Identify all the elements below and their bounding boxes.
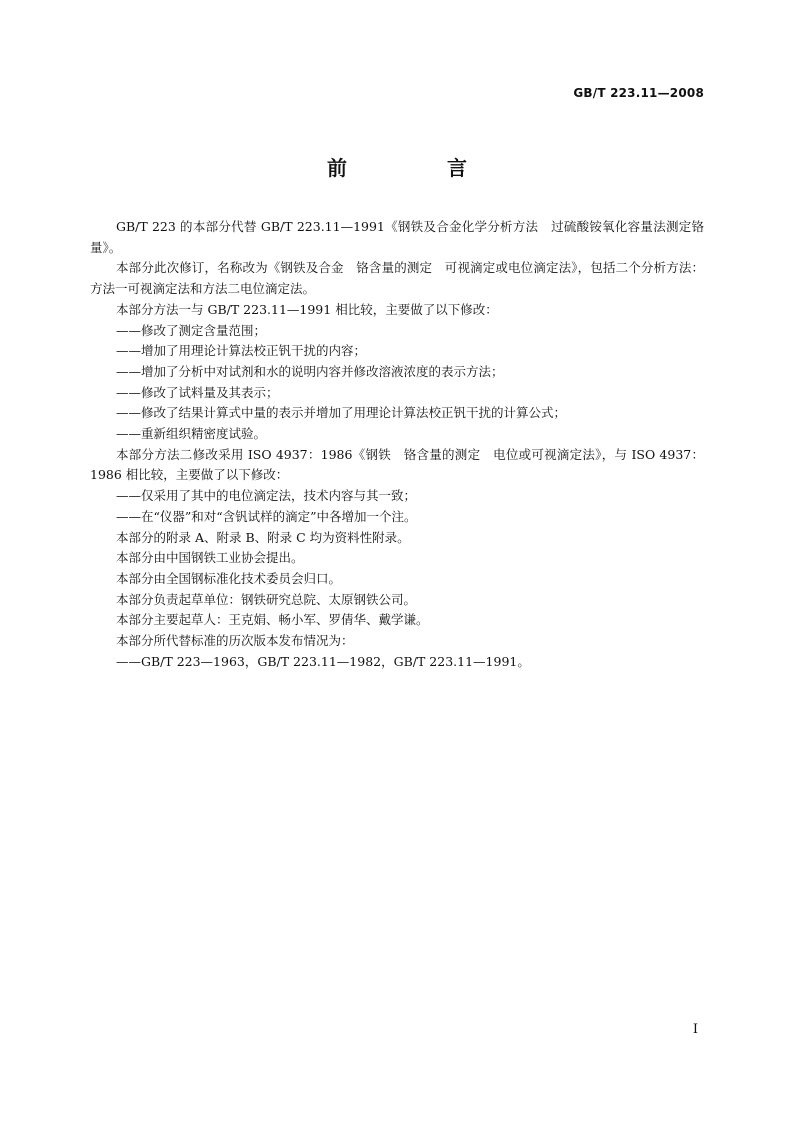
paragraph: 本部分方法二修改采用 ISO 4937：1986《钢铁 铬含量的测定 电位或可视滴定法》，与 ISO 4937：1986 相比较，主要做了以下修改： [90,446,704,483]
paragraph: 本部分此次修订，名称改为《钢铁及合金 铬含量的测定 可视滴定或电位滴定法》，包括二个分析方法：方法一可视滴定法和方法二电位滴定法。 [90,260,704,297]
list-item: ——修改了试料量及其表示； [116,384,279,400]
list-item: ——修改了结果计算式中量的表示并增加了用理论计算法校正钒干扰的计算公式； [116,405,567,421]
paragraph: 本部分负责起草单位：钢铁研究总院、太原钢铁公司。 [116,591,417,607]
paragraph: GB/T 223 的本部分代替 GB/T 223.11—1991《钢铁及合金化学分析方法 过硫酸铵氧化容量法测定铬量》。 [90,219,704,255]
list-item: ——在“仪器”和对“含钒试样的滴定”中各增加一个注。 [116,508,417,524]
paragraph: 本部分所代替标准的历次版本发布情况为： [116,633,354,649]
list-item: ——增加了分析中对试剂和水的说明内容并修改溶液浓度的表示方法； [116,363,504,379]
paragraph: 本部分的附录 A、附录 B、附录 C 均为资料性附录。 [116,529,410,545]
list-item: ——仅采用了其中的电位滴定法，技术内容与其一致； [116,488,417,504]
standard-number: GB/T 223.11—2008 [573,86,704,100]
page-title: 前 言 [327,156,507,180]
list-item: ——重新组织精密度试验。 [116,426,267,442]
document-body [90,217,704,672]
list-item: ——GB/T 223—1963，GB/T 223.11—1982，GB/T 223.11—1991。 [116,653,530,669]
paragraph: 本部分方法一与 GB/T 223.11—1991 相比较，主要做了以下修改： [116,301,498,317]
list-item: ——修改了测定含量范围； [116,322,267,338]
list-item: ——增加了用理论计算法校正钒干扰的内容； [116,343,367,359]
paragraph: 本部分主要起草人：王克娟、畅小军、罗倩华、戴学谦。 [116,612,429,628]
paragraph: 本部分由中国钢铁工业协会提出。 [116,550,304,566]
page-number: I [692,1022,698,1037]
paragraph: 本部分由全国钢标准化技术委员会归口。 [116,570,342,586]
